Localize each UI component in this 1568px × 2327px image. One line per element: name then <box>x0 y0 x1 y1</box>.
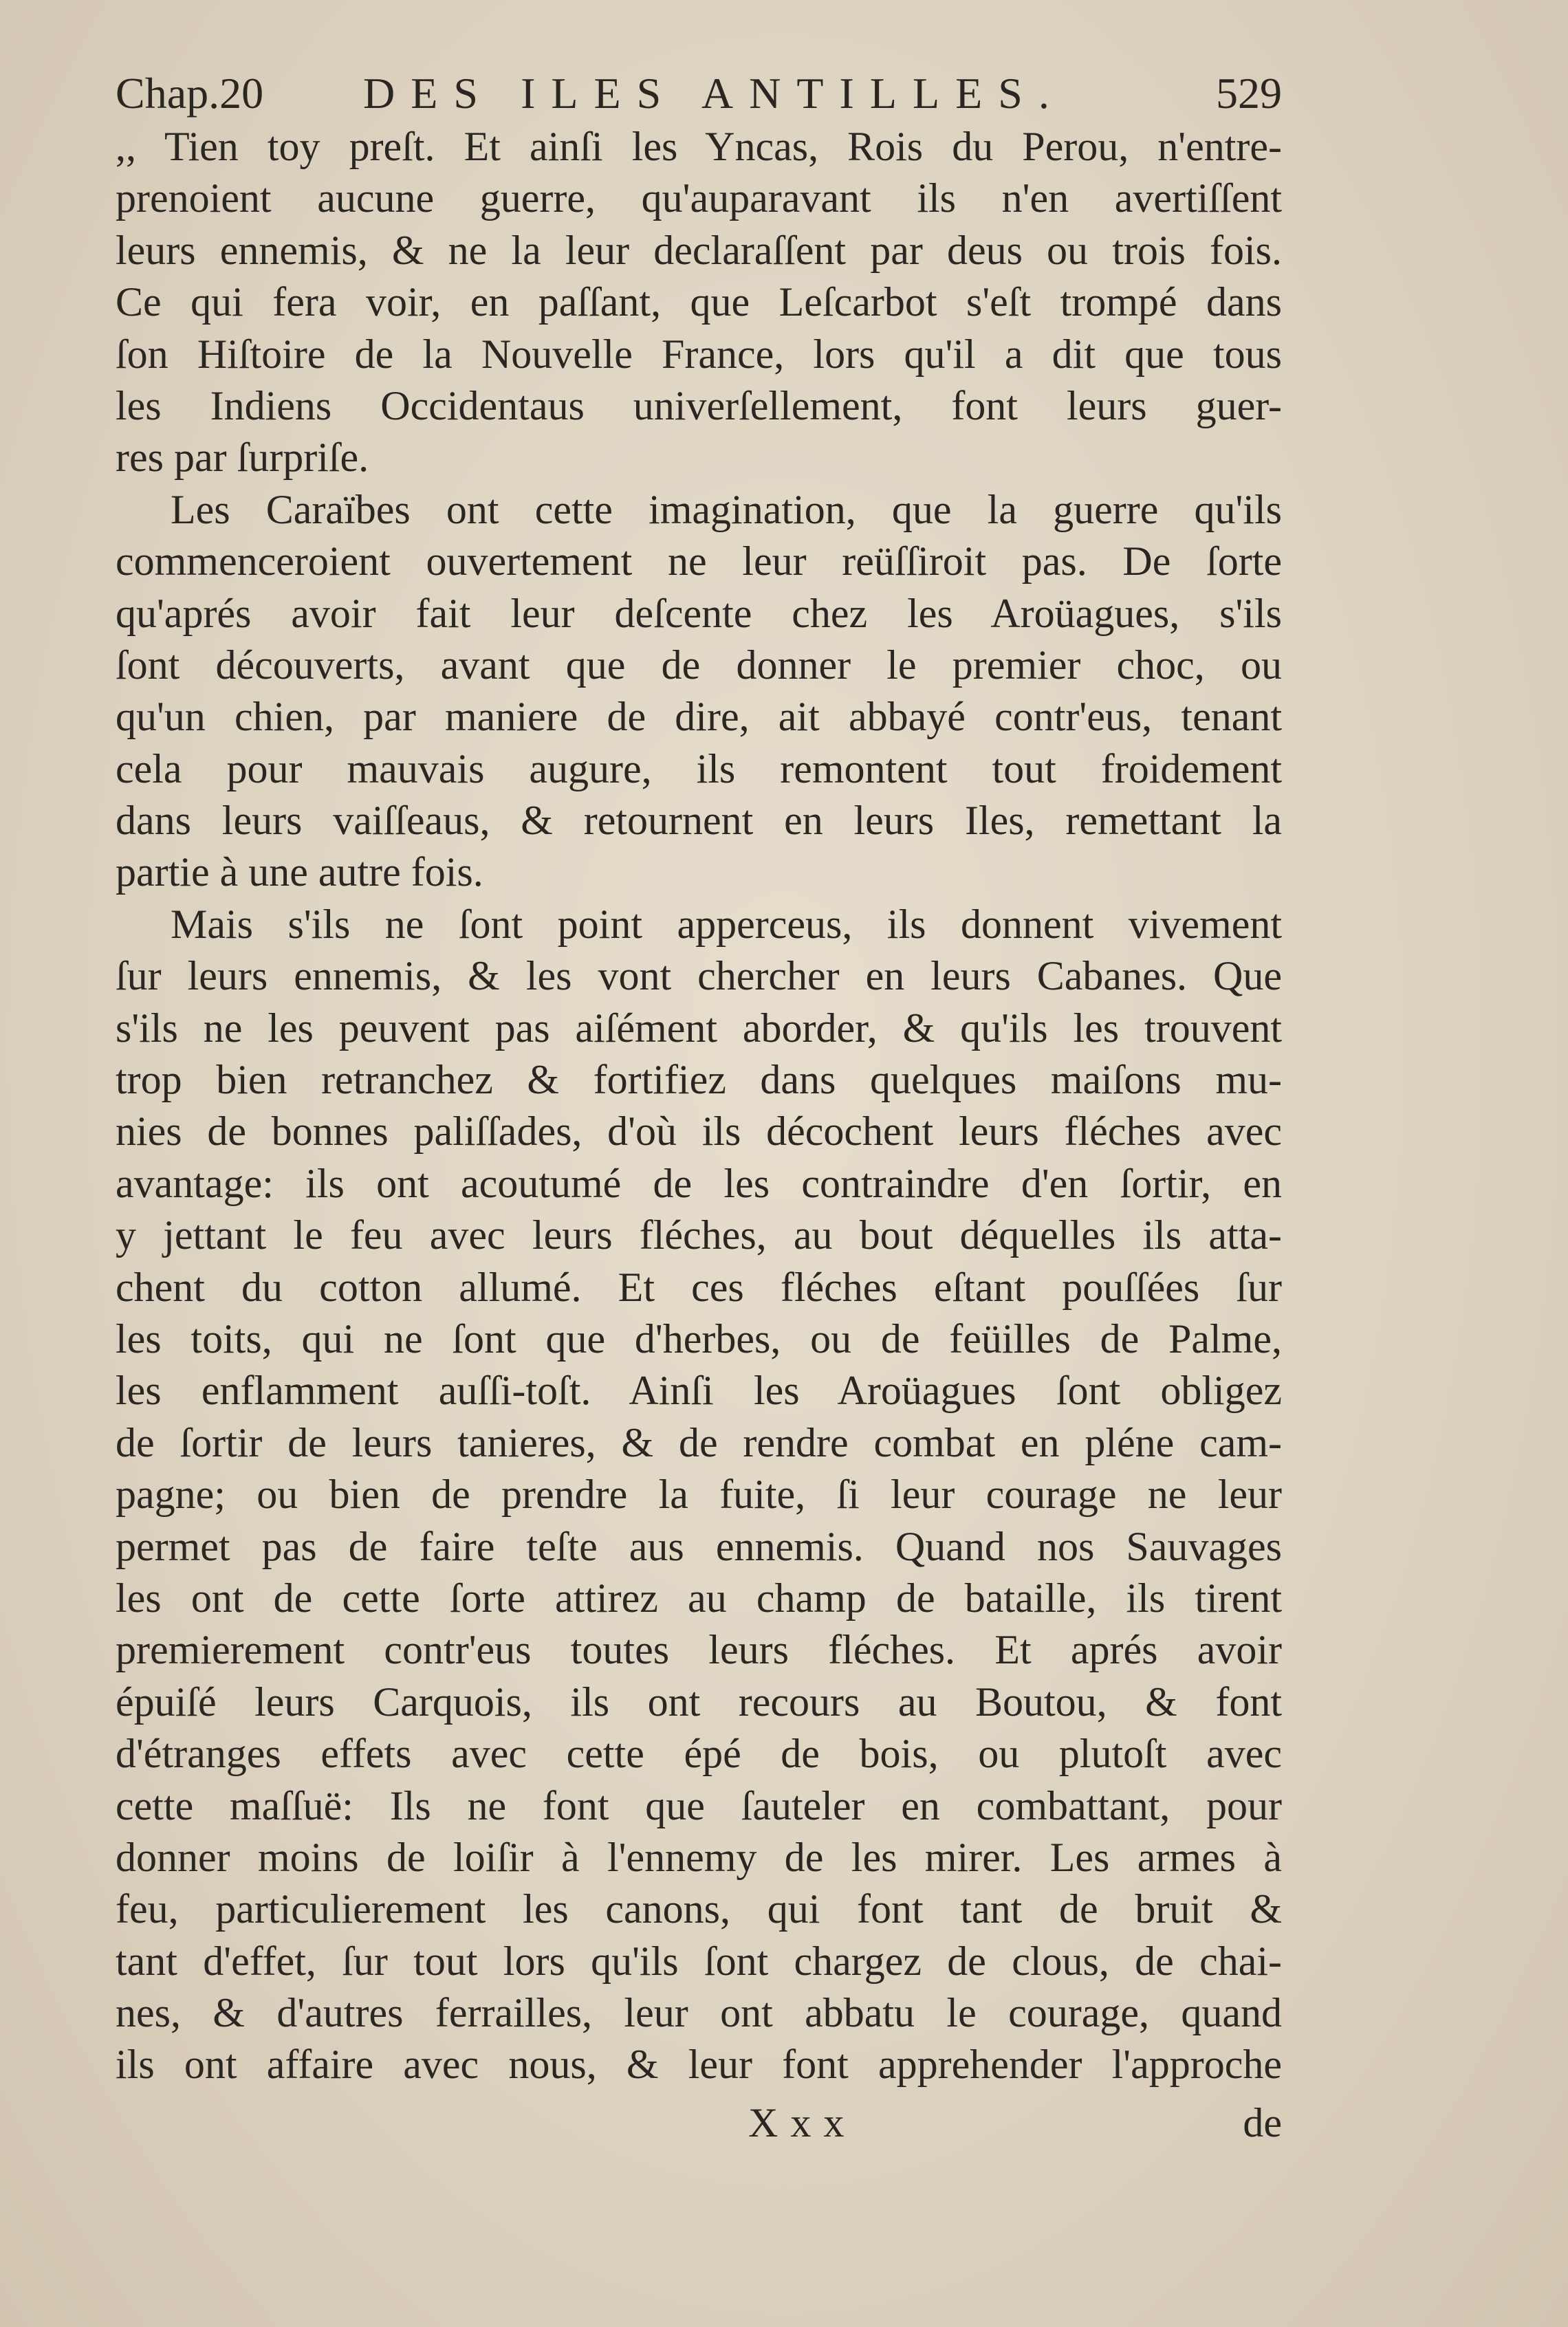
text-line: ſon Hiſtoire de la Nouvelle France, lors qu'il a dit que tous <box>116 331 1282 377</box>
text-line: Mais s'ils ne ſont point apperceus, ils donnent vivement <box>171 901 1282 947</box>
text-line: avantage: ils ont acoutumé de les contraindre d'en ſortir, en <box>116 1160 1282 1206</box>
text-line: trop bien retranchez & fortifiez dans quelques maiſons mu- <box>116 1057 1282 1103</box>
page-number: 529 <box>1216 69 1282 118</box>
text-line: les enflamment auſſi-toſt. Ainſi les Aroüagues ſont obligez <box>116 1368 1282 1414</box>
text-line: ſur leurs ennemis, & les vont chercher en leurs Cabanes. Que <box>116 953 1282 999</box>
text-line: les Indiens Occidentaus univerſellement, font leurs guer- <box>116 382 1282 428</box>
page-footer <box>116 2095 1282 2150</box>
text-line: cela pour mauvais augure, ils remontent tout froidement <box>116 745 1282 791</box>
text-line: qu'aprés avoir fait leur deſcente chez les Aroüagues, s'ils <box>116 590 1282 636</box>
text-line: dans leurs vaiſſeaus, & retournent en leurs Iles, remettant la <box>116 798 1282 844</box>
body-text <box>116 121 1282 2091</box>
text-line: leurs ennemis, & ne la leur declaraſſent par deus ou trois fois. <box>116 227 1282 273</box>
text-line: d'étranges effets avec cette épé de bois, ou plutoſt avec <box>116 1731 1282 1777</box>
text-line: prenoient aucune guerre, qu'auparavant ils n'en avertiſſent <box>116 175 1282 221</box>
text-line: partie à une autre fois. <box>116 849 483 895</box>
text-line: Les Caraïbes ont cette imagination, que la guerre qu'ils <box>171 486 1282 532</box>
text-line: ſont découverts, avant que de donner le premier choc, ou <box>116 642 1282 688</box>
text-line: premierement contr'eus toutes leurs fléches. Et aprés avoir <box>116 1627 1282 1673</box>
text-line: nies de bonnes paliſſades, d'où ils décochent leurs fléches avec <box>116 1108 1282 1155</box>
text-line: ils ont affaire avec nous, & leur font apprehender l'approche <box>116 2042 1282 2088</box>
text-line: s'ils ne les peuvent pas aiſément aborder, & qu'ils les trouvent <box>116 1005 1282 1051</box>
text-line: qu'un chien, par maniere de dire, ait abbayé contr'eus, tenant <box>116 694 1282 740</box>
text-line: épuiſé leurs Carquois, ils ont recours au Boutou, & font <box>116 1679 1282 1725</box>
text-line: commenceroient ouvertement ne leur reüſſiroit pas. De ſorte <box>116 538 1282 585</box>
text-line: feu, particulierement les canons, qui font tant de bruit & <box>116 1886 1282 1932</box>
text-line: pagne; ou bien de prendre la fuite, ſi leur courage ne leur <box>116 1472 1282 1518</box>
text-line: ,, Tien toy preſt. Et ainſi les Yncas, Rois du Perou, n'entre- <box>116 124 1282 169</box>
text-line: cette maſſuë: Ils ne font que ſauteler en combattant, pour <box>116 1782 1282 1828</box>
text-line: chent du cotton allumé. Et ces fléches eſtant pouſſées ſur <box>116 1264 1282 1310</box>
running-title: DES ILES ANTILLES. <box>363 69 1065 118</box>
text-line: res par ſurpriſe. <box>116 435 369 481</box>
text-line: tant d'effet, ſur tout lors qu'ils ſont chargez de clous, de chai- <box>116 1938 1282 1984</box>
page-header <box>116 66 1282 121</box>
text-line: les toits, qui ne ſont que d'herbes, ou de feüilles de Palme, <box>116 1315 1282 1362</box>
text-line: de ſortir de leurs tanieres, & de rendre combat en pléne cam- <box>116 1419 1282 1465</box>
catchword: de <box>1243 2100 1282 2145</box>
text-line: donner moins de loiſir à l'ennemy de les mirer. Les armes à <box>116 1834 1282 1880</box>
signature-mark: Xxx <box>748 2100 857 2145</box>
text-line: nes, & d'autres ferrailles, leur ont abbatu le courage, quand <box>116 1990 1282 2036</box>
text-line: permet pas de faire teſte aus ennemis. Quand nos Sauvages <box>116 1523 1282 1569</box>
text-line: y jettant le feu avec leurs fléches, au bout déquelles ils atta- <box>116 1212 1282 1258</box>
text-line: Ce qui fera voir, en paſſant, que Leſcarbot s'eſt trompé dans <box>116 279 1282 325</box>
chapter-label: Chap.20 <box>116 69 264 118</box>
text-line: les ont de cette ſorte attirez au champ de bataille, ils tirent <box>116 1575 1282 1621</box>
